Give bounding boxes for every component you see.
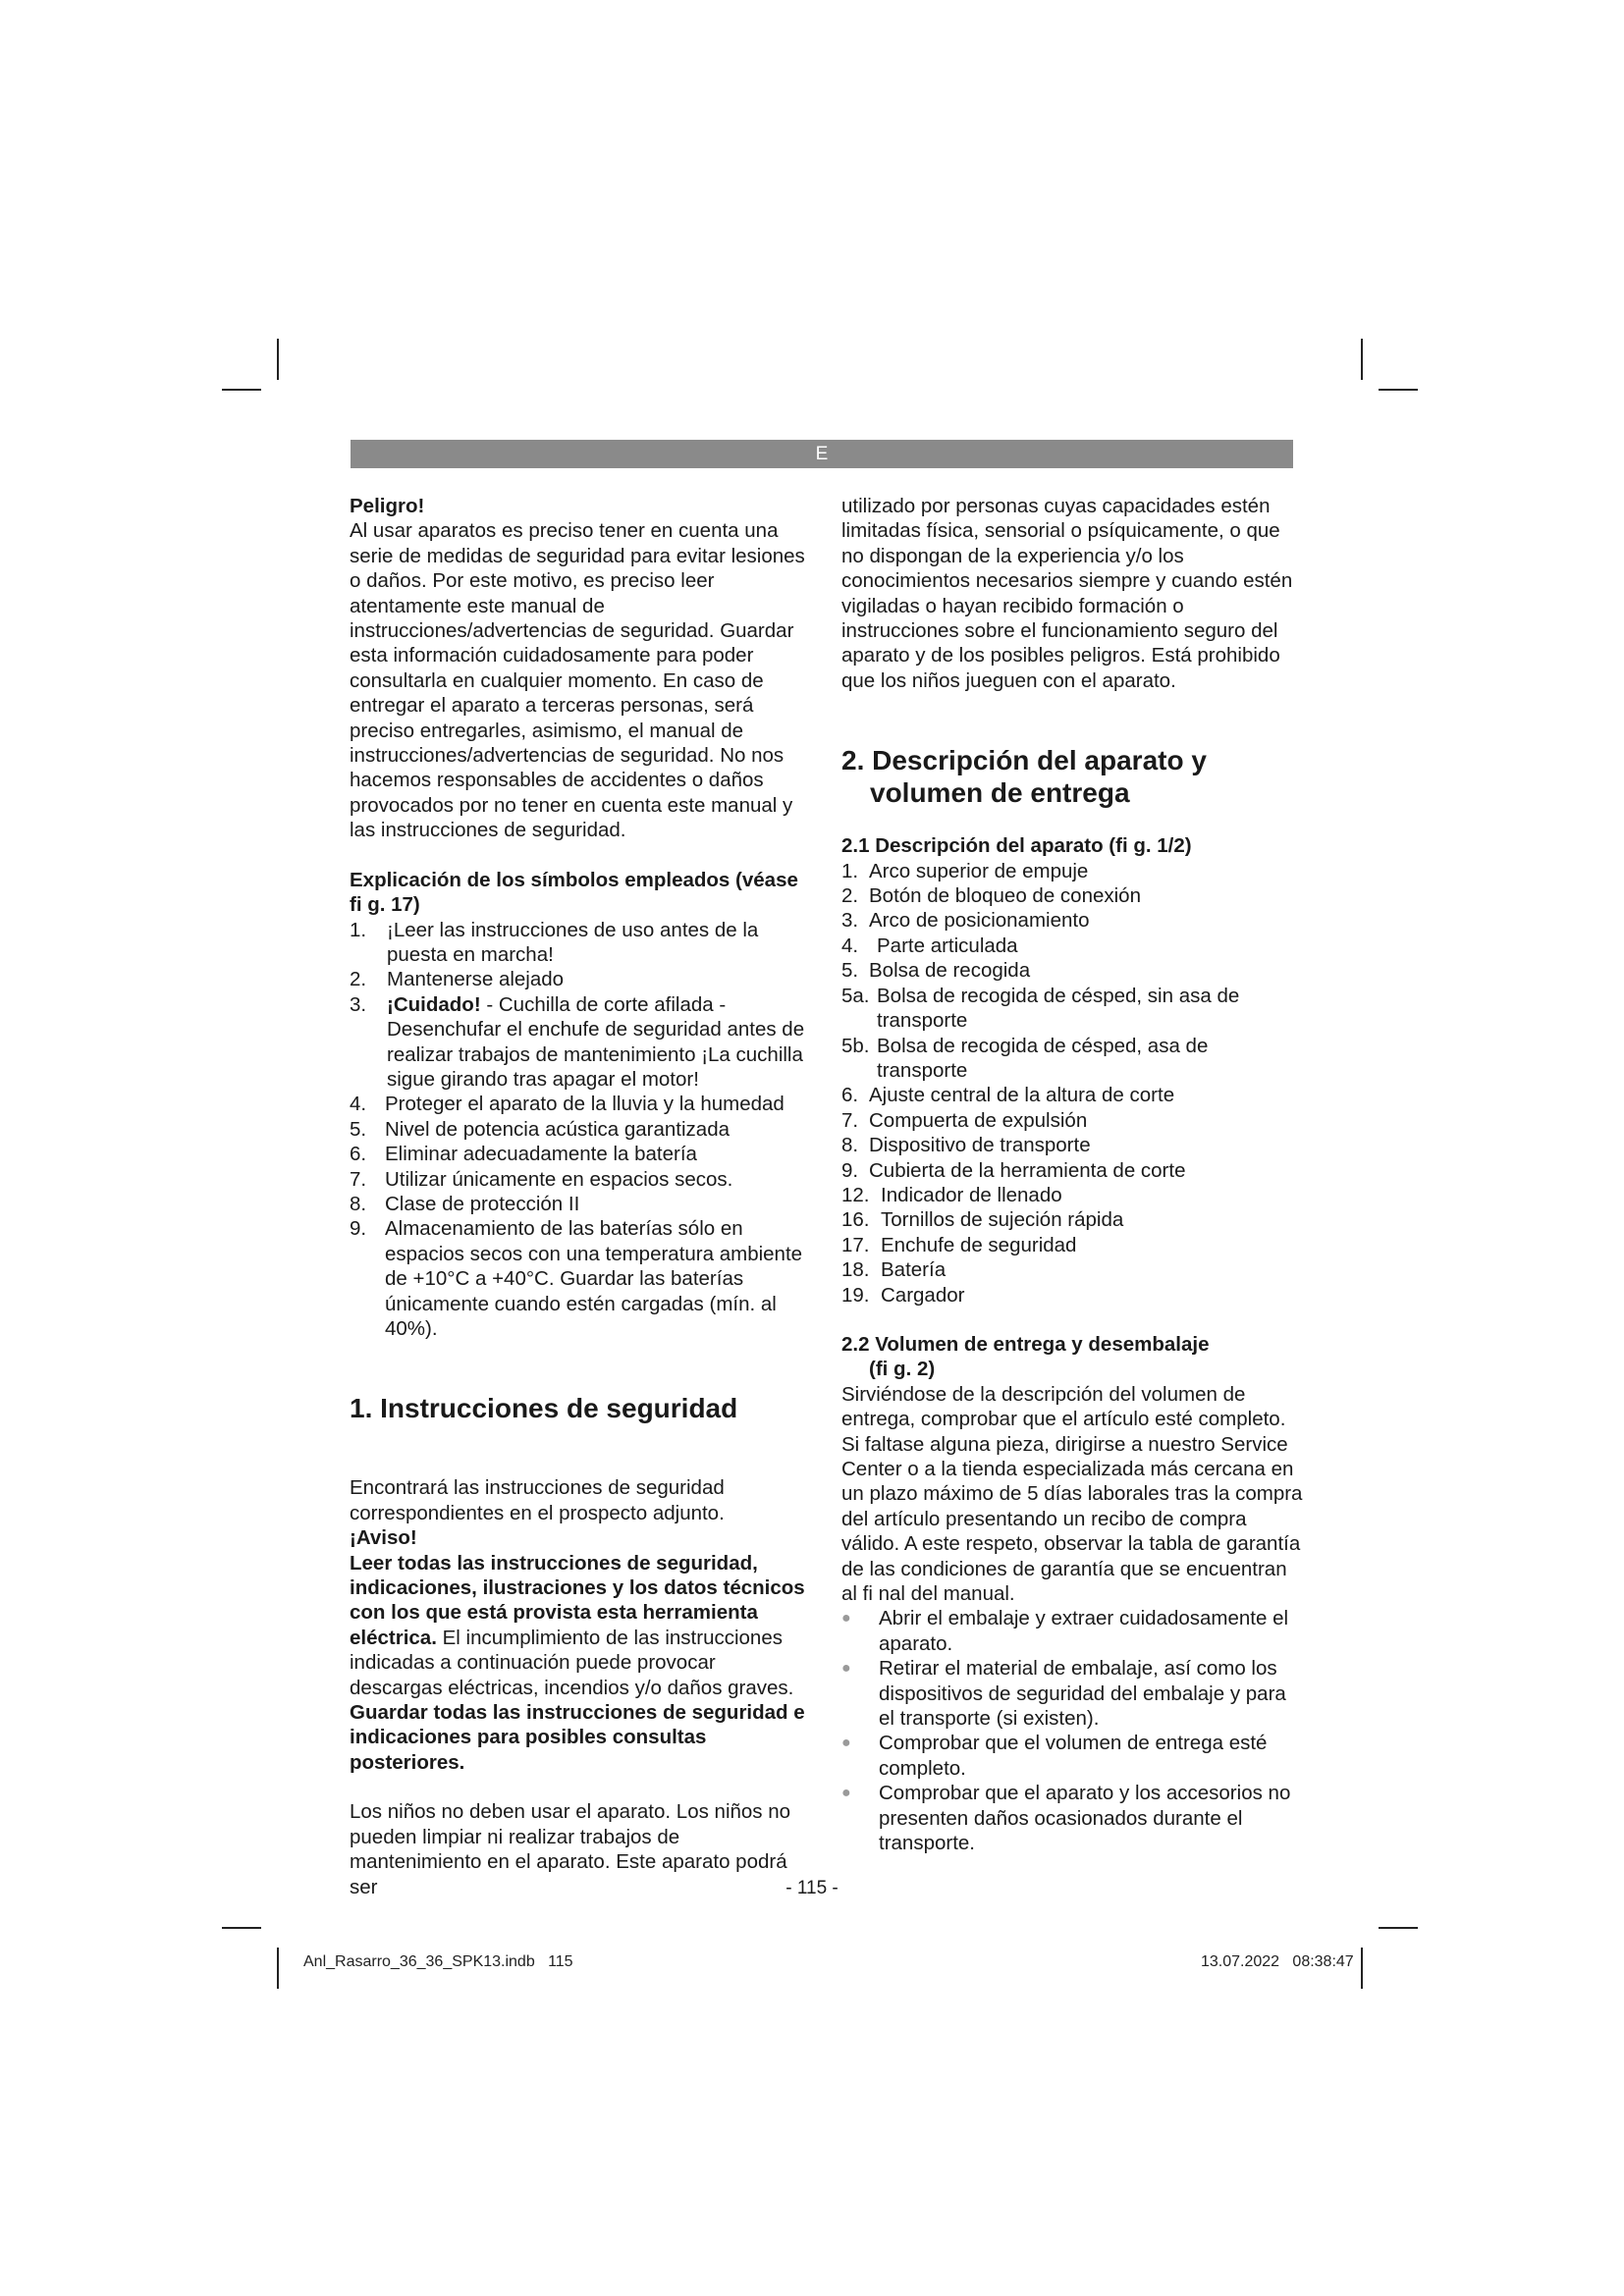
list-item: 1. ¡Leer las instrucciones de uso antes de la puesta en marcha! (350, 918, 759, 966)
list-item: 3. Arco de posicionamiento (841, 909, 1090, 933)
list-item: 4. Parte articulada (841, 934, 1018, 957)
list-item: ● Comprobar que el volumen de entrega esté completo. (841, 1732, 1268, 1780)
warning-title: ¡Aviso! (350, 1526, 417, 1550)
crop-mark (222, 389, 261, 391)
crop-mark (1379, 1927, 1418, 1929)
list-item: 5a. Bolsa de recogida de césped, sin asa de transporte (841, 984, 1240, 1033)
continued-text: utilizado por personas cuyas capacidades estén limitadas física, sensorial o psíquicamente, o que no dispongan de la experiencia y/o los conocimientos necesarios siempre y cuando estén vigiladas o hayan recibido formación o instrucciones sobre el funcionamiento seguro del aparato y de los posibles peligros. Está prohibido que los niños jueguen con el aparato. (841, 495, 1293, 692)
left-column (350, 494, 811, 1899)
list-item: 8. Dispositivo de transporte (841, 1134, 1091, 1157)
list-item: 8. Clase de protección II (350, 1192, 580, 1215)
page-number: - 115 - (785, 1878, 839, 1898)
list-item: 7. Utilizar únicamente en espacios secos. (350, 1167, 733, 1191)
list-item: 19. Cargador (841, 1283, 965, 1307)
list-item: 16. Tornillos de sujeción rápida (841, 1208, 1124, 1232)
list-item: 3. ¡Cuidado! - Cuchilla de corte afilada - Desenchufar el enchufe de seguridad antes de realizar trabajos de mantenimiento ¡La cuchilla sigue girando tras apagar el motor! (350, 992, 805, 1091)
desc-sub-heading: 2.1 Descripción del aparato (fi g. 1/2) (841, 834, 1192, 858)
list-item: 2. Mantenerse alejado (350, 968, 565, 991)
symbols-heading: Explicación de los símbolos empleados (véase fi g. 17) (350, 868, 798, 917)
list-item: 1. Arco superior de empuje (841, 859, 1089, 882)
language-header-bar (351, 440, 1293, 468)
list-item: ● Retirar el material de embalaje, así como los dispositivos de seguridad del embalaje y para el transporte (si existen). (841, 1657, 1286, 1731)
unpacking-list (841, 1606, 1303, 1855)
list-item: 2. Botón de bloqueo de conexión (841, 884, 1141, 908)
symbols-list (350, 918, 811, 1342)
list-item: 4. Proteger el aparato de la lluvia y la humedad (350, 1093, 785, 1116)
language-code: E (815, 444, 829, 464)
delivery-heading: 2.2 Volumen de entrega y desembalaje (fi g. 2) (841, 1332, 1210, 1381)
list-item: 6. Ajuste central de la altura de corte (841, 1084, 1175, 1107)
bullet-icon: ● (841, 1660, 851, 1678)
list-item: 7. Compuerta de expulsión (841, 1108, 1088, 1132)
footer-file-info: Anl_Rasarro_36_36_SPK13.indb 115 (303, 1953, 573, 1970)
list-item: 5. Nivel de potencia acústica garantizada (350, 1117, 730, 1141)
children-text: Los niños no deben usar el aparato. Los niños no pueden limpiar ni realizar trabajos de mantenimiento en el aparato. Este aparato podrá ser (350, 1800, 791, 1898)
danger-text: Al usar aparatos es preciso tener en cuenta una serie de medidas de seguridad para evitar lesiones o daños. Por este motivo, es preciso leer atentamente este manual de instrucciones/advertencias de seguridad. Guardar esta información cuidadosamente para poder consultarla en cualquier momento. En caso de entregar el aparato a terceras personas, será preciso entregarles, asimismo, el manual de instrucciones/advertencias de seguridad. No nos hacemos responsables de accidentes o daños provocados por no tener en cuenta este manual y las instrucciones de seguridad. (350, 519, 805, 842)
delivery-text: Sirviéndose de la descripción del volumen de entrega, comprobar que el artículo esté completo. Si faltase alguna pieza, dirigirse a nuestro Service Center o a la tienda especializada más cercana en un plazo máximo de 5 días laborales tras la compra del artículo presentando un recibo de compra válido. A este respeto, observar la tabla de garantía de las condiciones de garantía que se encuentran al fi nal del manual. (841, 1382, 1303, 1606)
footer-timestamp: 13.07.2022 08:38:47 (1201, 1953, 1354, 1970)
list-item: ● Abrir el embalaje y extraer cuidadosamente el aparato. (841, 1607, 1289, 1655)
bullet-icon: ● (841, 1785, 851, 1802)
list-item: 5b. Bolsa de recogida de césped, asa de transporte (841, 1034, 1209, 1082)
list-item: 18. Batería (841, 1258, 947, 1282)
crop-mark (1361, 339, 1363, 380)
right-column (841, 494, 1303, 1856)
description-heading: 2. Descripción del aparato y volumen de entrega (841, 745, 1207, 809)
danger-title: Peligro! (350, 495, 425, 517)
safety-intro: Encontrará las instrucciones de seguridad correspondientes en el prospecto adjunto. (350, 1476, 725, 1524)
crop-mark (277, 339, 279, 380)
warning-paragraph: Leer todas las instrucciones de seguridad, indicaciones, ilustraciones y los datos técnicos con los que está provista esta herramienta eléctrica. El incumplimiento de las instrucciones indicadas a continuación puede provocar descargas eléctricas, incendios y/o daños graves. (350, 1551, 805, 1699)
list-item: 5. Bolsa de recogida (841, 959, 1031, 983)
bullet-icon: ● (841, 1735, 851, 1752)
safety-heading: 1. Instrucciones de seguridad (350, 1393, 738, 1424)
list-item: 12. Indicador de llenado (841, 1183, 1062, 1206)
keep-instructions: Guardar todas las instrucciones de seguridad e indicaciones para posibles consultas posteriores. (350, 1701, 805, 1774)
list-item: 9. Almacenamiento de las baterías sólo en espacios secos con una temperatura ambiente de +10°C a +40°C. Guardar las baterías únicamente cuando estén cargadas (mín. al 40%). (350, 1217, 803, 1340)
list-item: 9. Cubierta de la herramienta de corte (841, 1158, 1186, 1182)
crop-mark (222, 1927, 261, 1929)
list-item: 6. Eliminar adecuadamente la batería (350, 1143, 697, 1166)
crop-mark (1361, 1948, 1363, 1989)
bullet-icon: ● (841, 1610, 851, 1628)
parts-list (841, 859, 1303, 1308)
list-item: ● Comprobar que el aparato y los accesorios no presenten daños ocasionados durante el transporte. (841, 1782, 1291, 1855)
crop-mark (277, 1948, 279, 1989)
crop-mark (1379, 389, 1418, 391)
list-item: 17. Enchufe de seguridad (841, 1233, 1077, 1256)
